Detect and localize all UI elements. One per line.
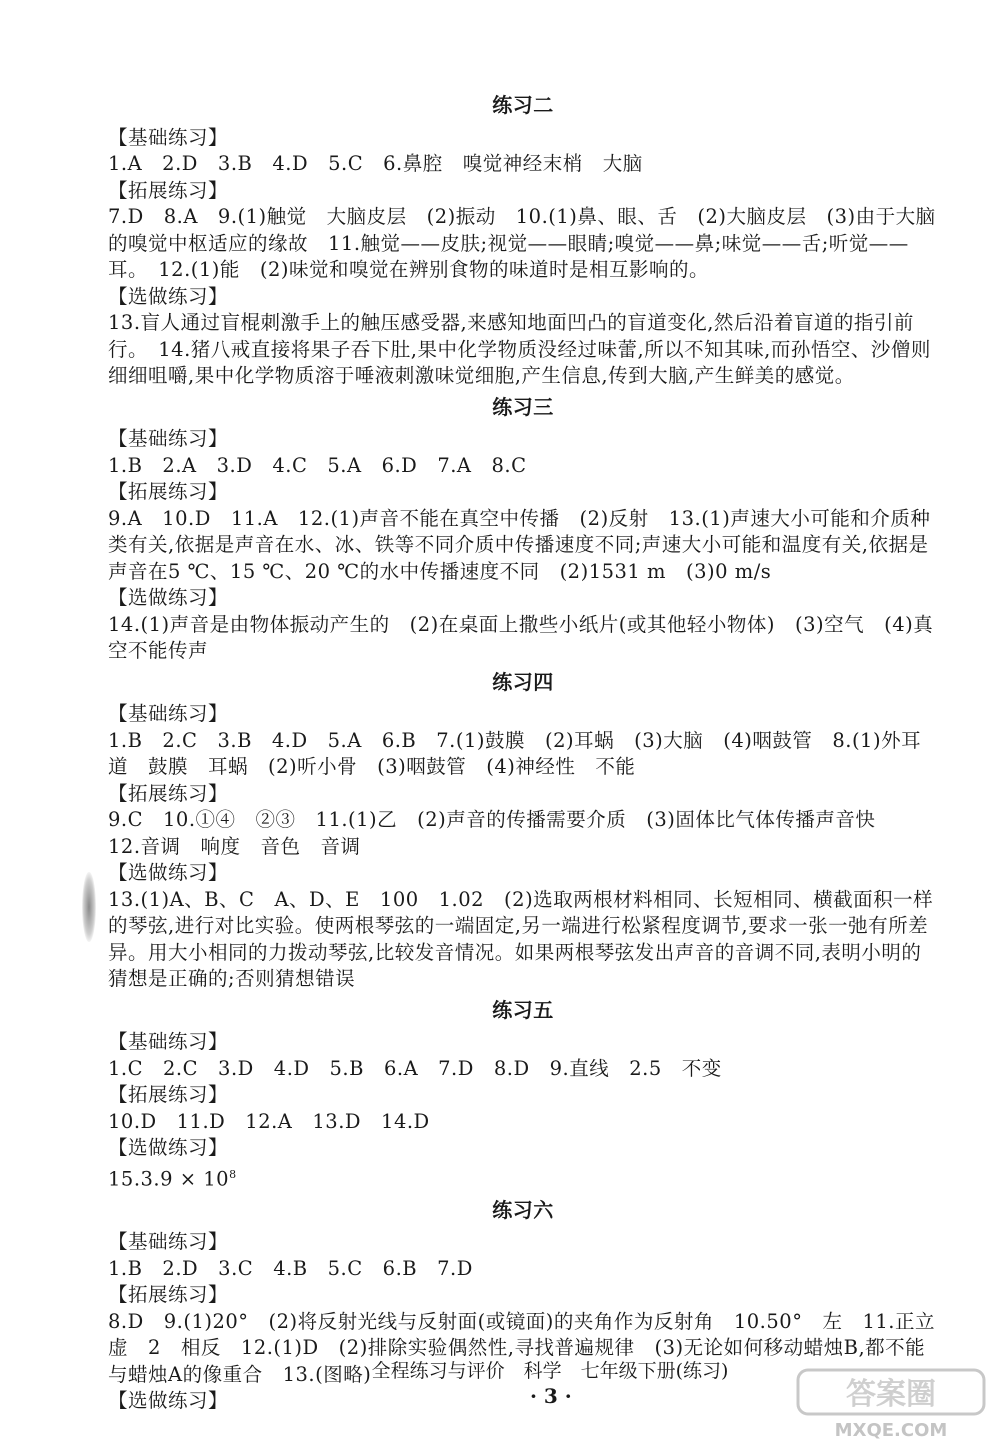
answer-line: 10.D 11.D 12.A 13.D 14.D [108, 1109, 430, 1133]
answer-line: 9.C 10.①④ ②③ 11.(1)乙 (2)声音的传播需要介质 (3)固体比气体传播声音快 [108, 808, 876, 831]
subheading-extended: 【拓展练习】 [108, 781, 229, 805]
section-5 [108, 997, 938, 1193]
subheading-basic: 【基础练习】 [108, 125, 229, 149]
answer-line: 8.D 9.(1)20° (2)将反射光线与反射面(或镜面)的夹角作为反射角 10.50° 左 11.正立 虚 2 相反 12.(1)D (2)排除实验偶然性,寻找普遍规律 (3)无论如何移动蜡烛B,都不能与蜡烛A的像重合 13.(图略) [108, 1309, 955, 1386]
subheading-extended: 【拓展练习】 [108, 1283, 229, 1306]
answer-line: 13.盲人通过盲棍刺激手上的触压感受器,来感知地面凹凸的盲道变化,然后沿着盲道的指引前行。 14.猪八戒直接将果子吞下肚,果中化学物质没经过味蕾,所以不知其味,而孙悟空、沙僧则细细咀嚼,果中化学物质溶于唾液刺激味觉细胞,产生信息,传到大脑,产生鲜美的感觉。 [108, 311, 931, 387]
answer-line: 13.(1)A、B、C A、D、E 100 1.02 (2)选取两根材料相同、长短相同、横截面积一样的琴弦,进行对比实验。使两根琴弦的一端固定,另一端进行松紧程度调节,要求一张一弛有所差异。用大小相同的力拨动琴弦,比较发音情况。如果两根琴弦发出声音的音调不同,表明小明的猜想是正确的;否则猜想错误 [108, 887, 934, 990]
watermark-url: MXQE.COM [834, 1420, 948, 1441]
section-3 [108, 394, 938, 665]
answer-line: 12.音调 响度 音色 音调 [108, 834, 361, 858]
subheading-basic: 【基础练习】 [108, 702, 229, 725]
subheading-optional: 【选做练习】 [108, 1389, 229, 1412]
answer-line: 1.A 2.D 3.B 4.D 5.C 6.鼻腔 嗅觉神经末梢 大脑 [108, 152, 643, 175]
watermark-logo [796, 1366, 986, 1442]
sci-exponent: 8 [229, 1167, 237, 1181]
page-number: · 3 · [530, 1384, 572, 1408]
section-title: 练习六 [492, 1197, 554, 1222]
answer-line: 9.A 10.D 11.A 12.(1)声音不能在真空中传播 (2)反射 13.(1)声速大小可能和介质种类有关,依据是声音在水、冰、铁等不同介质中传播速度不同;声速大小可能和温度有关,依据是声音在5 ℃、15 ℃、20 ℃的水中传播速度不同 (2)1531 m (3)0 m/s [108, 506, 931, 583]
scan-smudge [82, 872, 96, 942]
subheading-optional: 【选做练习】 [108, 284, 229, 308]
section-title: 练习二 [492, 93, 554, 117]
section-title: 练习五 [492, 997, 554, 1022]
section-2 [108, 92, 938, 390]
subheading-basic: 【基础练习】 [108, 427, 229, 450]
subheading-optional: 【选做练习】 [108, 861, 229, 884]
section-title: 练习四 [492, 669, 554, 694]
answer-line-scientific [108, 1162, 938, 1193]
subheading-basic: 【基础练习】 [108, 1230, 229, 1253]
answer-line: 1.B 2.C 3.B 4.D 5.A 6.B 7.(1)鼓膜 (2)耳蜗 (3)大脑 (4)咽鼓管 8.(1)外耳道 鼓膜 耳蜗 (2)听小骨 (3)咽鼓管 (4)神经性 不能 [108, 728, 922, 778]
answer-line: 14.(1)声音是由物体振动产生的 (2)在桌面上撒些小纸片(或其他轻小物体) (3)空气 (4)真空不能传声 [108, 612, 934, 662]
answer-line: 1.B 2.A 3.D 4.C 5.A 6.D 7.A 8.C [108, 453, 527, 477]
subheading-optional: 【选做练习】 [108, 1136, 229, 1159]
subheading-optional: 【选做练习】 [108, 586, 229, 609]
answer-line: 7.D 8.A 9.(1)触觉 大脑皮层 (2)振动 10.(1)鼻、眼、舌 (2)大脑皮层 (3)由于大脑的嗅觉中枢适应的缘故 11.触觉——皮肤;视觉——眼睛;嗅觉——鼻;味觉——舌;听觉——耳。 12.(1)能 (2)味觉和嗅觉在辨别食物的味道时是相互影响的。 [108, 205, 936, 281]
watermark-text: 答案圈 [846, 1377, 936, 1412]
answer-line: 1.B 2.D 3.C 4.B 5.C 6.B 7.D [108, 1256, 473, 1280]
section-title: 练习三 [492, 394, 554, 419]
subheading-extended: 【拓展练习】 [108, 480, 229, 503]
subheading-basic: 【基础练习】 [108, 1030, 229, 1053]
subheading-extended: 【拓展练习】 [108, 178, 229, 202]
sci-base: 15.3.9 × 10 [108, 1167, 230, 1190]
subheading-extended: 【拓展练习】 [108, 1083, 229, 1106]
footer-book-title: 全程练习与评价 科学 七年级下册(练习) [371, 1360, 729, 1382]
answer-page [108, 88, 955, 1415]
section-4 [108, 669, 938, 993]
answer-line: 1.C 2.C 3.D 4.D 5.B 6.A 7.D 8.D 9.直线 2.5 不变 [108, 1056, 722, 1080]
